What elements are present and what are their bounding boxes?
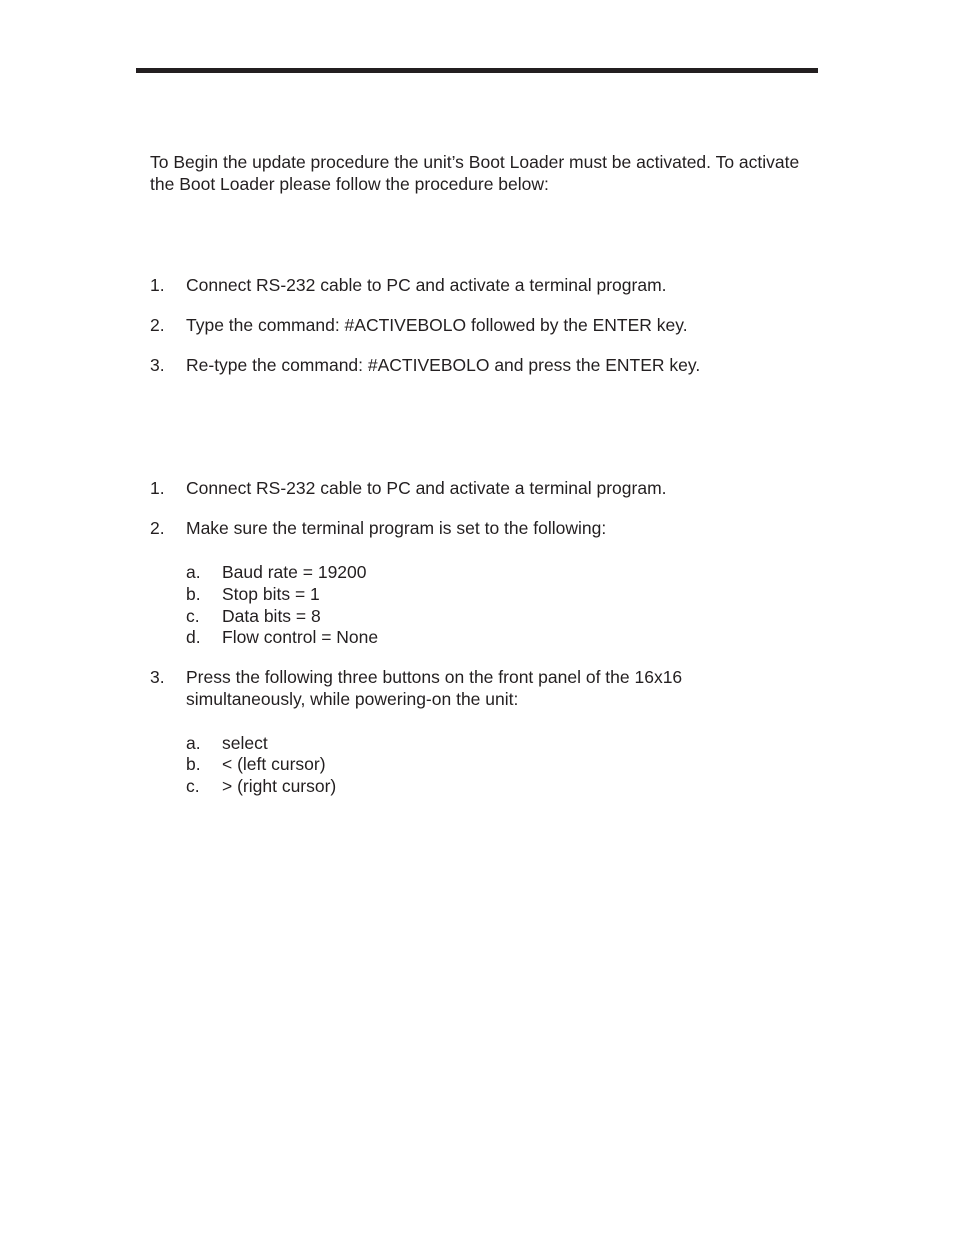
step-number: 3. (150, 355, 165, 375)
procedure2-step-2 (150, 517, 606, 539)
sub-letter: a. (186, 733, 201, 753)
sub-text: Stop bits = 1 (222, 584, 320, 604)
step-text: Connect RS-232 cable to PC and activate a terminal program. (186, 275, 667, 295)
button-left-cursor (186, 753, 326, 775)
procedure2-step-3-continued: simultaneously, while powering-on the unit: (186, 689, 519, 709)
button-right-cursor (186, 775, 336, 797)
sub-letter: c. (186, 606, 200, 626)
button-select (186, 732, 268, 754)
sub-letter: a. (186, 562, 201, 582)
sub-text: > (right cursor) (222, 776, 337, 796)
sub-text: < (left cursor) (222, 754, 326, 774)
step-number: 2. (150, 315, 165, 335)
sub-letter: d. (186, 627, 201, 647)
sub-letter: b. (186, 584, 201, 604)
step-text: Re-type the command: #ACTIVEBOLO and press the ENTER key. (186, 355, 701, 375)
step-number: 1. (150, 478, 165, 498)
step-text: Type the command: #ACTIVEBOLO followed by the ENTER key. (186, 315, 688, 335)
sub-text: Baud rate = 19200 (222, 562, 367, 582)
sub-text: Data bits = 8 (222, 606, 321, 626)
procedure1-step-1 (150, 274, 667, 296)
step-number: 2. (150, 518, 165, 538)
setting-stop-bits (186, 583, 320, 605)
setting-baud-rate (186, 561, 367, 583)
step-number: 1. (150, 275, 165, 295)
sub-text: Flow control = None (222, 627, 379, 647)
procedure1-step-2 (150, 314, 688, 336)
step-number: 3. (150, 667, 165, 687)
procedure2-step-3 (150, 666, 682, 688)
procedure1-step-3 (150, 354, 700, 376)
step-text: Connect RS-232 cable to PC and activate a terminal program. (186, 478, 667, 498)
step-text: Make sure the terminal program is set to the following: (186, 518, 607, 538)
sub-text: select (222, 733, 268, 753)
header-rule (136, 68, 818, 73)
intro-paragraph: To Begin the update procedure the unit’s Boot Loader must be activated. To activate the Boot Loader please follow the procedure below: (150, 152, 800, 194)
procedure2-step-1 (150, 477, 667, 499)
setting-data-bits (186, 605, 321, 627)
step-text: Press the following three buttons on the front panel of the 16x16 (186, 667, 683, 687)
setting-flow-control (186, 626, 378, 648)
sub-letter: c. (186, 776, 200, 796)
sub-letter: b. (186, 754, 201, 774)
